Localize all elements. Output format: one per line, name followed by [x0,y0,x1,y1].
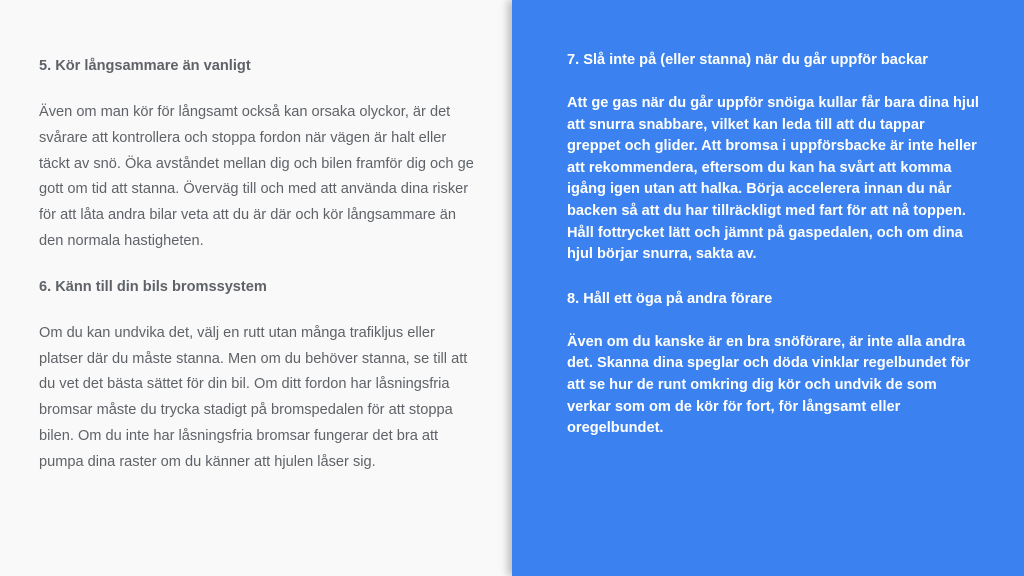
section-7-body: Att ge gas när du går uppför snöiga kullar får bara dina hjul att snurra snabbare, vilket kan leda till att du tappar greppet och glider. Att bromsa i uppförsbacke är inte heller att rekommendera, eftersom du kan ha svårt att komma igång igen utan att halka. Börja accelerera innan du når backen så att du har tillräckligt med fart för att nå toppen. Håll fottrycket lätt och jämnt på gaspedalen, och om dina hjul börjar snurra, sakta av. [567,95,979,263]
section-6-body: Om du kan undvika det, välj en rutt utan många trafikljus eller platser där du måste stanna. Men om du behöver stanna, se till att du vet det bästa sättet för din bil. Om ditt fordon har låsningsfria bromsar måste du trycka stadigt på bromspedalen för att stoppa bilen. Om du inte har låsningsfria bromsar fungerar det bra att pumpa dina raster om du känner att hjulen låser sig. [39,324,468,470]
right-column [567,49,981,440]
section-5-body: Även om man kör för långsamt också kan orsaka olyckor, är det svårare att kontrollera och stoppa fordon när vägen är halt eller täckt av snö. Öka avståndet mellan dig och bilen framför dig och ge gott om tid att stanna. Överväg till och med att använda dina risker för att låta andra bilar veta att du är där och kör långsammare än den normala hastigheten. [39,104,474,249]
section-8-heading: 8. Håll ett öga på andra förare [567,290,773,307]
section-8-body: Även om du kanske är en bra snöförare, är inte alla andra det. Skanna dina speglar och döda vinklar regelbundet för att se hur de runt omkring dig kör och undvik de som verkar som om de kör för fort, för långsamt eller oregelbundet. [567,333,971,437]
section-7-heading: 7. Slå inte på (eller stanna) när du går uppför backar [567,52,928,68]
section-6-heading: 6. Känn till din bils bromssystem [39,278,267,295]
section-5-heading: 5. Kör långsammare än vanligt [39,58,251,74]
left-column [39,54,477,476]
